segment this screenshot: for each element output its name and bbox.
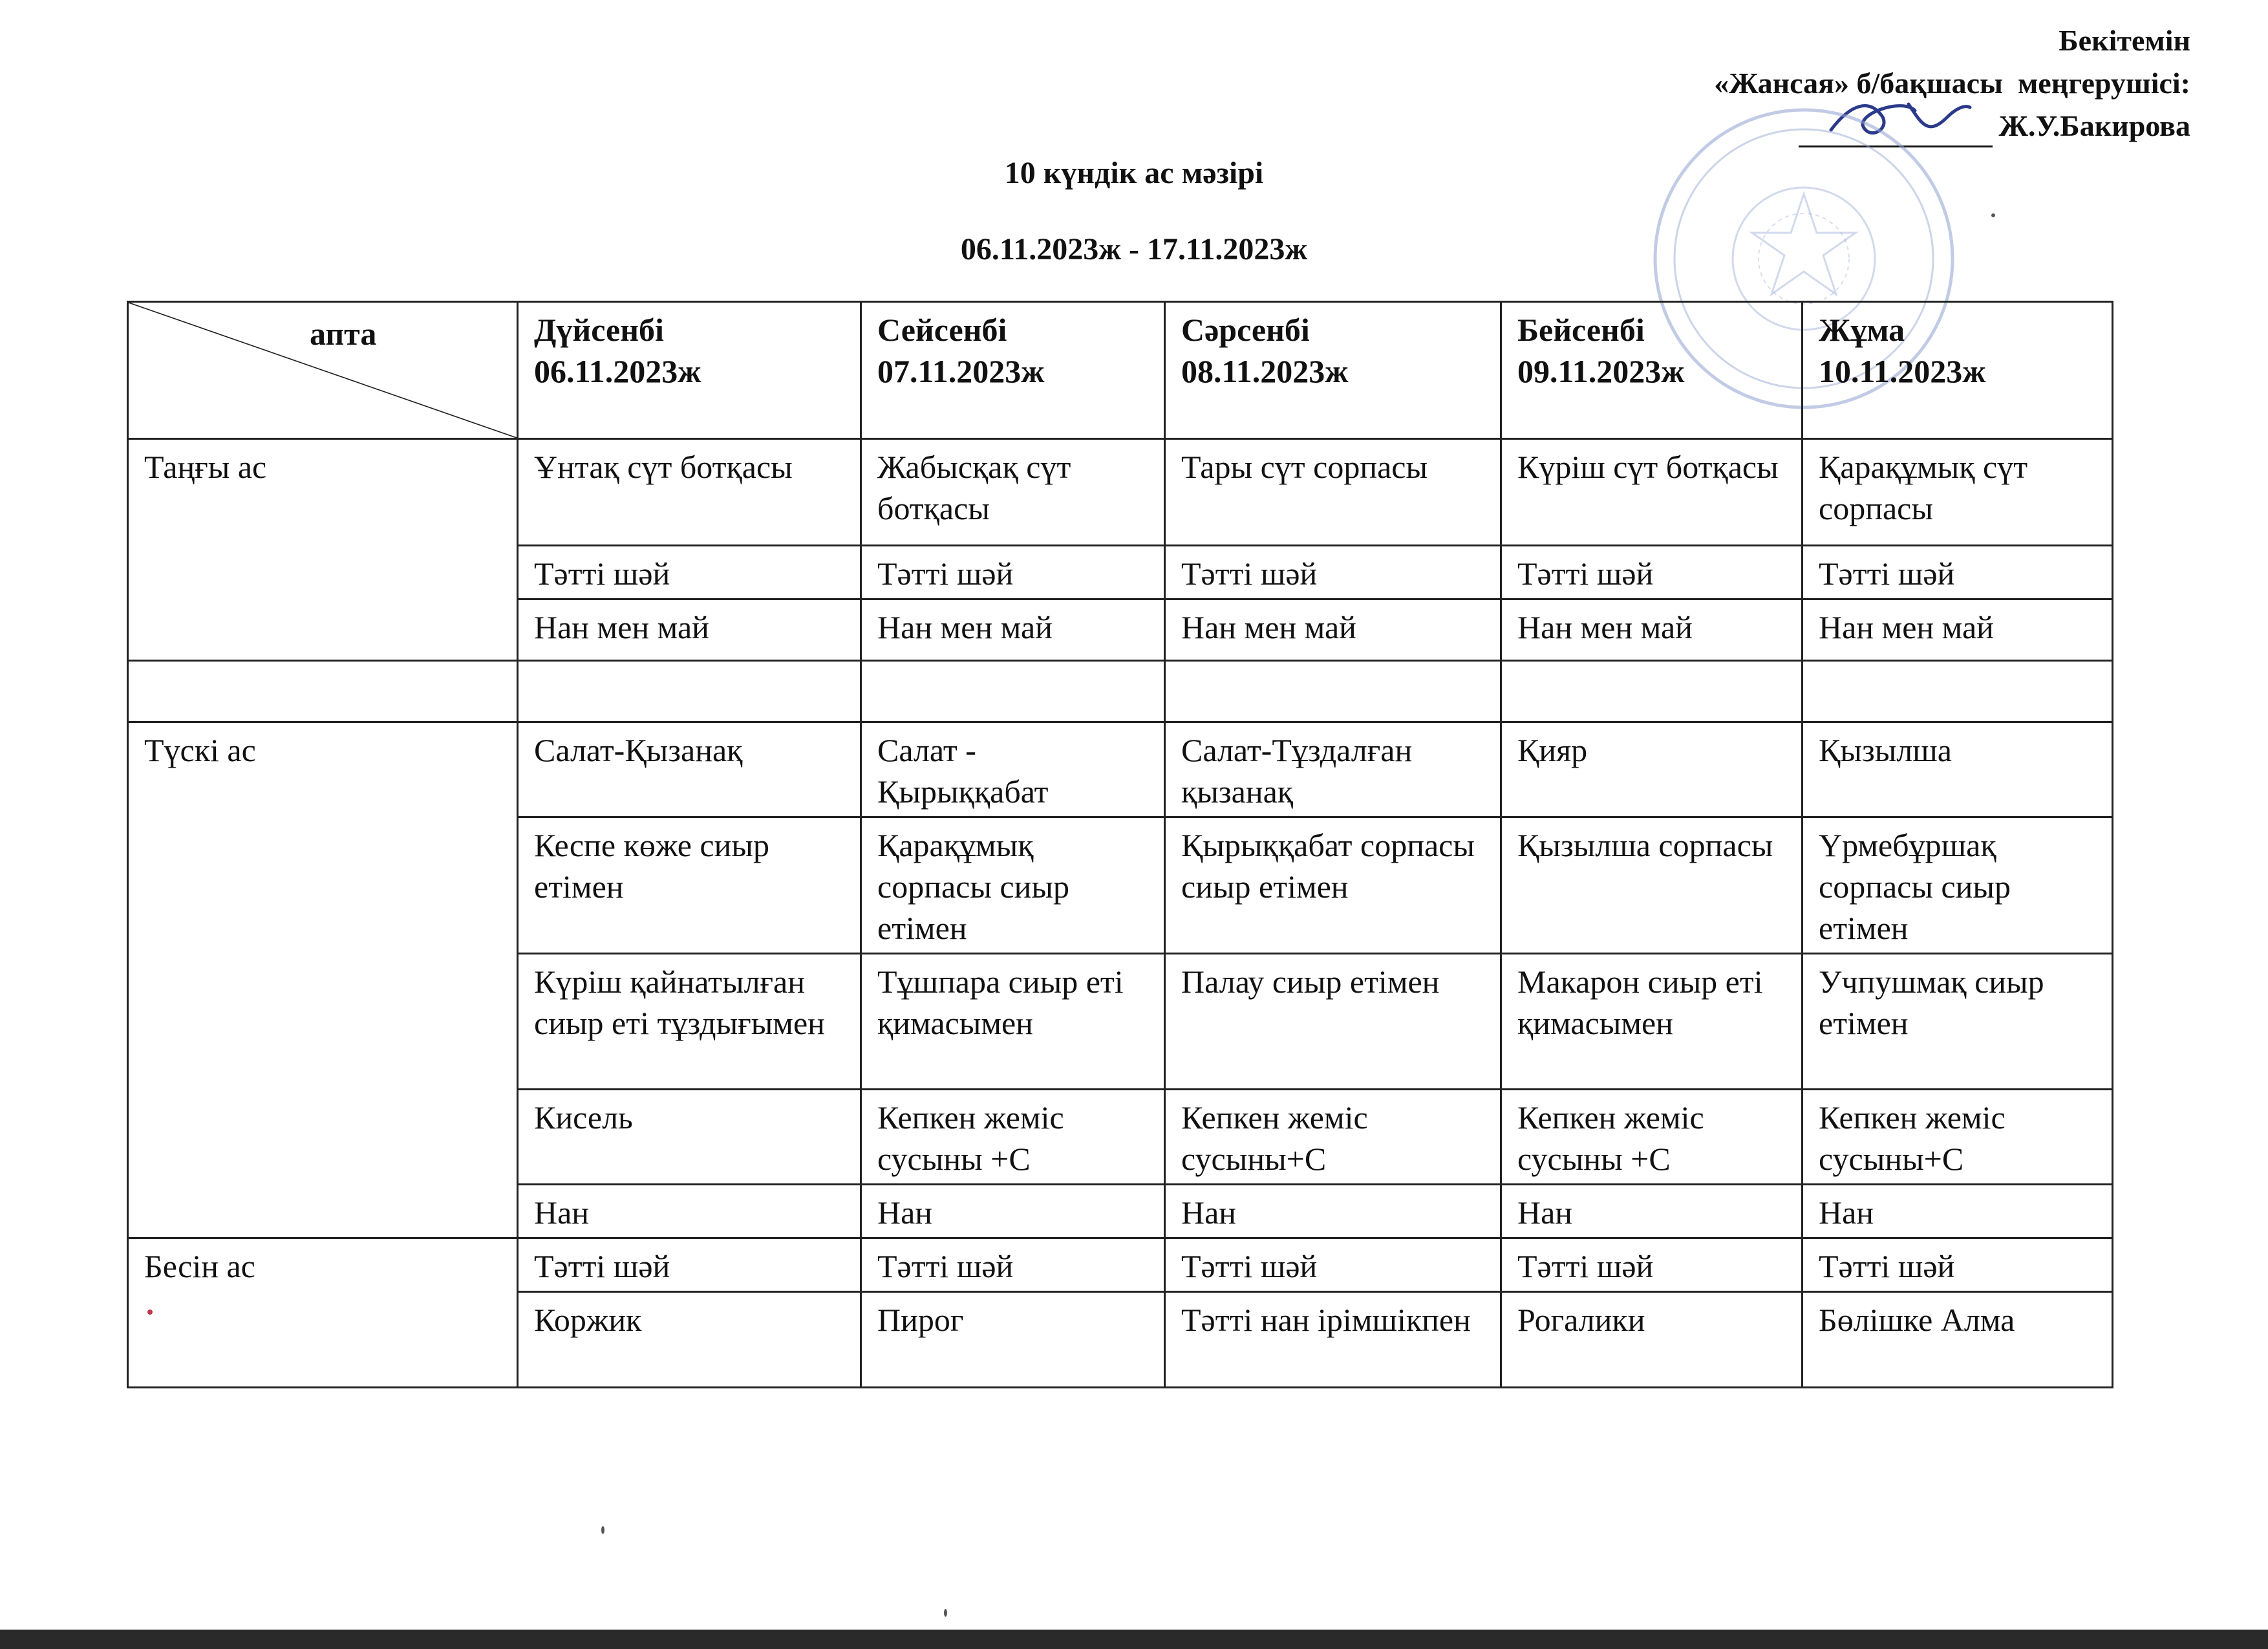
approval-position: «Жансая» б/бақшасы меңгерушісі: bbox=[1714, 67, 2190, 100]
approval-heading: Бекітемін bbox=[2059, 24, 2190, 57]
menu-cell: Қызылша bbox=[1803, 722, 2113, 817]
menu-cell: Тәтті шәй bbox=[1803, 546, 2113, 599]
table-row bbox=[128, 1238, 2113, 1292]
day-date: 08.11.2023ж bbox=[1181, 353, 1349, 389]
day-header bbox=[518, 302, 861, 439]
menu-cell: Тәтті шәй bbox=[1501, 1238, 1803, 1292]
day-header bbox=[861, 302, 1165, 439]
menu-cell: Тәтті шәй bbox=[1803, 1238, 2113, 1292]
day-header bbox=[1803, 302, 2113, 439]
menu-cell: Салат-Тұздалған қызанақ bbox=[1165, 722, 1501, 817]
menu-cell: Нан мен май bbox=[1165, 599, 1501, 661]
day-name: Сейсенбі bbox=[877, 312, 1007, 348]
menu-cell: Тәтті шәй bbox=[1165, 1238, 1501, 1292]
menu-cell: Салат - Қырыққабат bbox=[861, 722, 1165, 817]
scan-speck bbox=[601, 1526, 604, 1534]
scan-speck bbox=[1991, 213, 1995, 217]
day-date: 10.11.2023ж bbox=[1819, 353, 1986, 389]
menu-cell: Қырыққабат сорпасы сиыр етімен bbox=[1165, 817, 1501, 954]
corner-cell bbox=[128, 302, 518, 439]
menu-cell: Нан bbox=[1803, 1185, 2113, 1238]
menu-cell: Кепкен жеміс сусыны +С bbox=[1501, 1090, 1803, 1185]
menu-cell: Макарон сиыр еті қимасымен bbox=[1501, 954, 1803, 1090]
empty-row bbox=[128, 661, 2113, 722]
empty-cell bbox=[128, 661, 518, 722]
day-name: Жұма bbox=[1819, 312, 1905, 348]
table-header-row bbox=[128, 302, 2113, 439]
menu-cell: Кисель bbox=[518, 1090, 861, 1185]
menu-cell: Тары сүт сорпасы bbox=[1165, 439, 1501, 546]
signer-name: Ж.У.Бакирова bbox=[1998, 109, 2190, 142]
menu-cell: Тәтті шәй bbox=[1501, 546, 1803, 599]
menu-cell: Жабысқақ сүт ботқасы bbox=[861, 439, 1165, 546]
menu-cell: Нан bbox=[518, 1185, 861, 1238]
day-header bbox=[1165, 302, 1501, 439]
menu-cell: Нан bbox=[861, 1185, 1165, 1238]
menu-cell: Кепкен жеміс сусыны +С bbox=[861, 1090, 1165, 1185]
menu-table bbox=[127, 301, 2113, 1388]
meal-label-snack: Бесін ас bbox=[128, 1238, 518, 1388]
day-header bbox=[1501, 302, 1803, 439]
menu-cell: Тұшпара сиыр еті қимасымен bbox=[861, 954, 1165, 1090]
menu-cell: Күріш қайнатылған сиыр еті тұздығымен bbox=[518, 954, 861, 1090]
menu-cell: Тәтті шәй bbox=[518, 1238, 861, 1292]
scan-speck bbox=[944, 1609, 947, 1617]
menu-cell: Нан bbox=[1501, 1185, 1803, 1238]
page-title: 10 күндік ас мәзірі bbox=[1004, 156, 1264, 190]
day-date: 09.11.2023ж bbox=[1517, 353, 1685, 389]
empty-cell bbox=[518, 661, 861, 722]
empty-cell bbox=[861, 661, 1165, 722]
menu-cell: Тәтті шәй bbox=[861, 1238, 1165, 1292]
menu-cell: Тәтті шәй bbox=[518, 546, 861, 599]
menu-cell: Нан мен май bbox=[1501, 599, 1803, 661]
menu-cell: Коржик bbox=[518, 1292, 861, 1388]
menu-cell: Палау сиыр етімен bbox=[1165, 954, 1501, 1090]
day-name: Дүйсенбі bbox=[534, 312, 664, 348]
menu-cell: Рогалики bbox=[1501, 1292, 1803, 1388]
empty-cell bbox=[1803, 661, 2113, 722]
menu-cell: Бөлішке Алма bbox=[1803, 1292, 2113, 1388]
menu-cell: Кепкен жеміс сусыны+С bbox=[1803, 1090, 2113, 1185]
meal-label-lunch: Түскі ас bbox=[128, 722, 518, 1238]
menu-cell: Пирог bbox=[861, 1292, 1165, 1388]
menu-cell: Кеспе көже сиыр етімен bbox=[518, 817, 861, 954]
menu-cell: Нан мен май bbox=[518, 599, 861, 661]
day-date: 06.11.2023ж bbox=[534, 353, 701, 389]
menu-cell: Қарақұмық сорпасы сиыр етімен bbox=[861, 817, 1165, 954]
menu-cell: Тәтті шәй bbox=[861, 546, 1165, 599]
menu-cell: Нан мен май bbox=[861, 599, 1165, 661]
menu-cell: Нан мен май bbox=[1803, 599, 2113, 661]
day-name: Сәрсенбі bbox=[1181, 312, 1310, 348]
corner-label: апта bbox=[310, 316, 377, 352]
menu-cell: Салат-Қызанақ bbox=[518, 722, 861, 817]
menu-cell: Қияр bbox=[1501, 722, 1803, 817]
menu-cell: Тәтті нан ірімшікпен bbox=[1165, 1292, 1501, 1388]
table-row bbox=[128, 439, 2113, 546]
menu-cell: Үрмебұршақ сорпасы сиыр етімен bbox=[1803, 817, 2113, 954]
scan-bottom-edge bbox=[0, 1630, 2268, 1649]
menu-cell: Тәтті шәй bbox=[1165, 546, 1501, 599]
table-row bbox=[128, 722, 2113, 817]
scan-speck bbox=[147, 1310, 153, 1315]
meal-label-breakfast: Таңғы ас bbox=[128, 439, 518, 661]
menu-cell: Қарақұмық сүт сорпасы bbox=[1803, 439, 2113, 546]
menu-cell: Учпушмақ сиыр етімен bbox=[1803, 954, 2113, 1090]
empty-cell bbox=[1165, 661, 1501, 722]
empty-cell bbox=[1501, 661, 1803, 722]
menu-cell: Нан bbox=[1165, 1185, 1501, 1238]
day-date: 07.11.2023ж bbox=[877, 353, 1045, 389]
day-name: Бейсенбі bbox=[1517, 312, 1645, 348]
menu-cell: Қызылша сорпасы bbox=[1501, 817, 1803, 954]
menu-cell: Күріш сүт ботқасы bbox=[1501, 439, 1803, 546]
menu-period: 06.11.2023ж - 17.11.2023ж bbox=[960, 232, 1308, 266]
menu-cell: Кепкен жеміс сусыны+С bbox=[1165, 1090, 1501, 1185]
menu-cell: Ұнтақ сүт ботқасы bbox=[518, 439, 861, 546]
